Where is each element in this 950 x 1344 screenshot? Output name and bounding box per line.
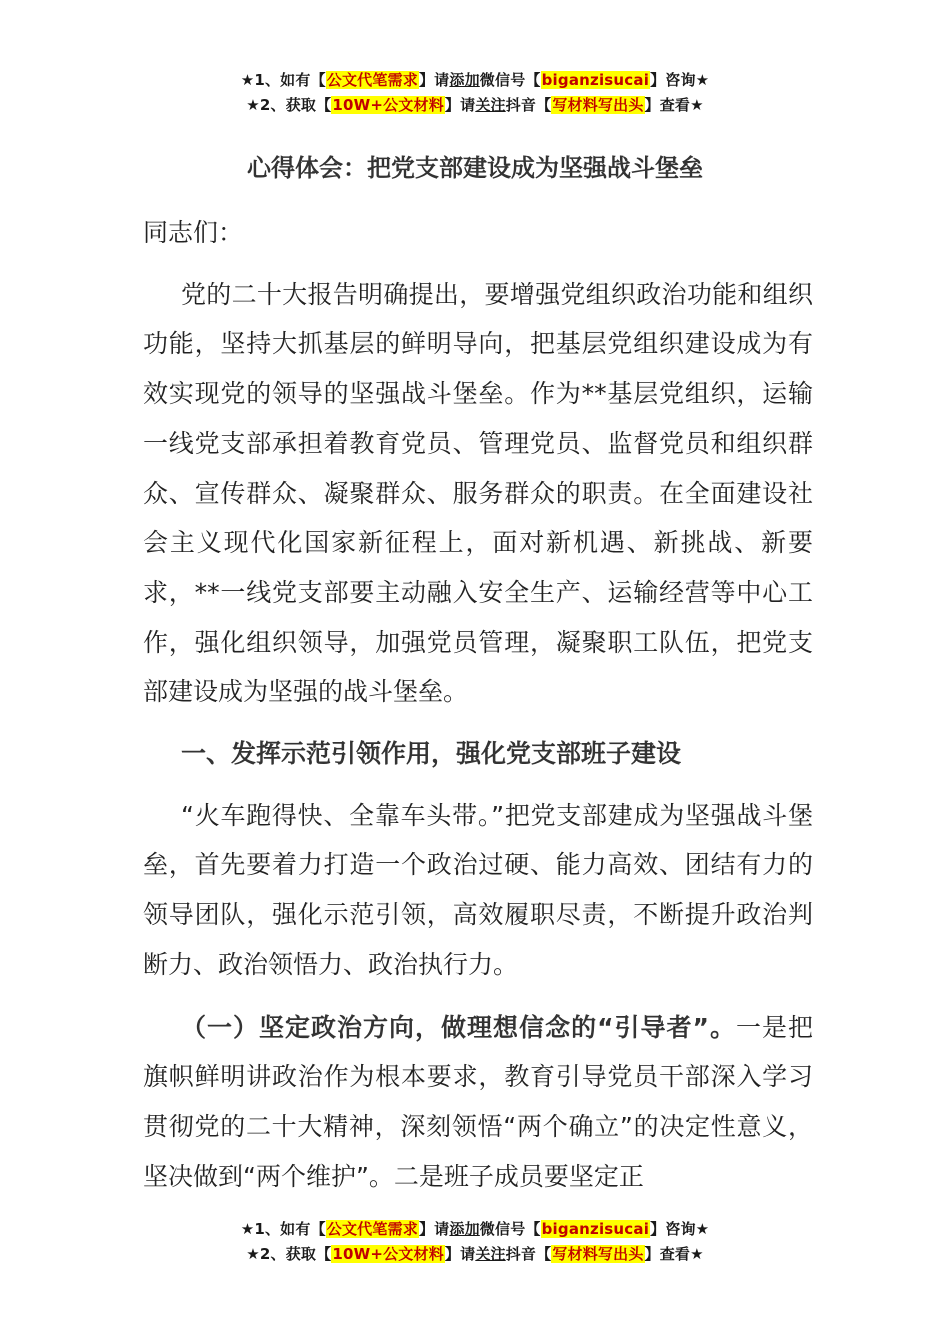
header-promo-banner [0, 68, 950, 118]
intro-paragraph: 党的二十大报告明确提出，要增强党组织政治功能和组织功能，坚持大抓基层的鲜明导向，把基层党组织建设成为有效实现党的领导的坚强战斗堡垒。作为**基层党组织，运输一线党支部承担着教育党员、管理党员、监督党员和组织群众、宣传群众、凝聚群众、服务群众的职责。在全面建设社会主义现代化国家新征程上，面对新机遇、新挑战、新要求，**一线党支部要主动融入安全生产、运输经营等中心工作，强化组织领导，加强党员管理，凝聚职工队伍，把党支部建设成为坚强的战斗堡垒。 [143, 279, 813, 707]
highlight-wechat-id: biganzisucai [541, 1220, 650, 1238]
highlight-writing-service: 公文代笔需求 [326, 71, 418, 89]
subsection-1-paragraph [143, 1003, 813, 1202]
section-heading-1: 一、发挥示范引领作用，强化党支部班子建设 [181, 739, 682, 769]
footer-promo-banner [0, 1217, 950, 1267]
highlight-materials: 10W+公文材料 [332, 1245, 444, 1263]
highlight-douyin-account: 写材料写出头 [552, 96, 644, 114]
highlight-writing-service: 公文代笔需求 [326, 1220, 418, 1238]
promo-line-1: ★1、如有【公文代笔需求】请添加微信号【biganzisucai】咨询★ [240, 1220, 710, 1238]
salutation: 同志们： [143, 218, 244, 247]
document-body [143, 208, 813, 1201]
promo-line-1: ★1、如有【公文代笔需求】请添加微信号【biganzisucai】咨询★ [240, 71, 710, 89]
promo-line-2: ★2、获取【10W+公文材料】请关注抖音【写材料写出头】查看★ [246, 1245, 704, 1263]
subsection-heading-1: （一）坚定政治方向，做理想信念的“引导者”。 [181, 1012, 736, 1042]
document-title: 心得体会：把党支部建设成为坚强战斗堡垒 [247, 154, 703, 182]
promo-line-2: ★2、获取【10W+公文材料】请关注抖音【写材料写出头】查看★ [246, 96, 704, 114]
highlight-materials: 10W+公文材料 [332, 96, 444, 114]
subsection-1-text: 一是把旗帜鲜明讲政治作为根本要求，教育引导党员干部深入学习贯彻党的二十大精神，深刻领悟“两个确立”的决定性意义，坚决做到“两个维护”。二是班子成员要坚定正 [143, 1012, 813, 1191]
section-1-paragraph: “火车跑得快、全靠车头带。”把党支部建成为坚强战斗堡垒，首先要着力打造一个政治过硬、能力高效、团结有力的领导团队，强化示范引领，高效履职尽责，不断提升政治判断力、政治领悟力、政治执行力。 [143, 800, 813, 979]
highlight-douyin-account: 写材料写出头 [552, 1245, 644, 1263]
highlight-wechat-id: biganzisucai [541, 71, 650, 89]
